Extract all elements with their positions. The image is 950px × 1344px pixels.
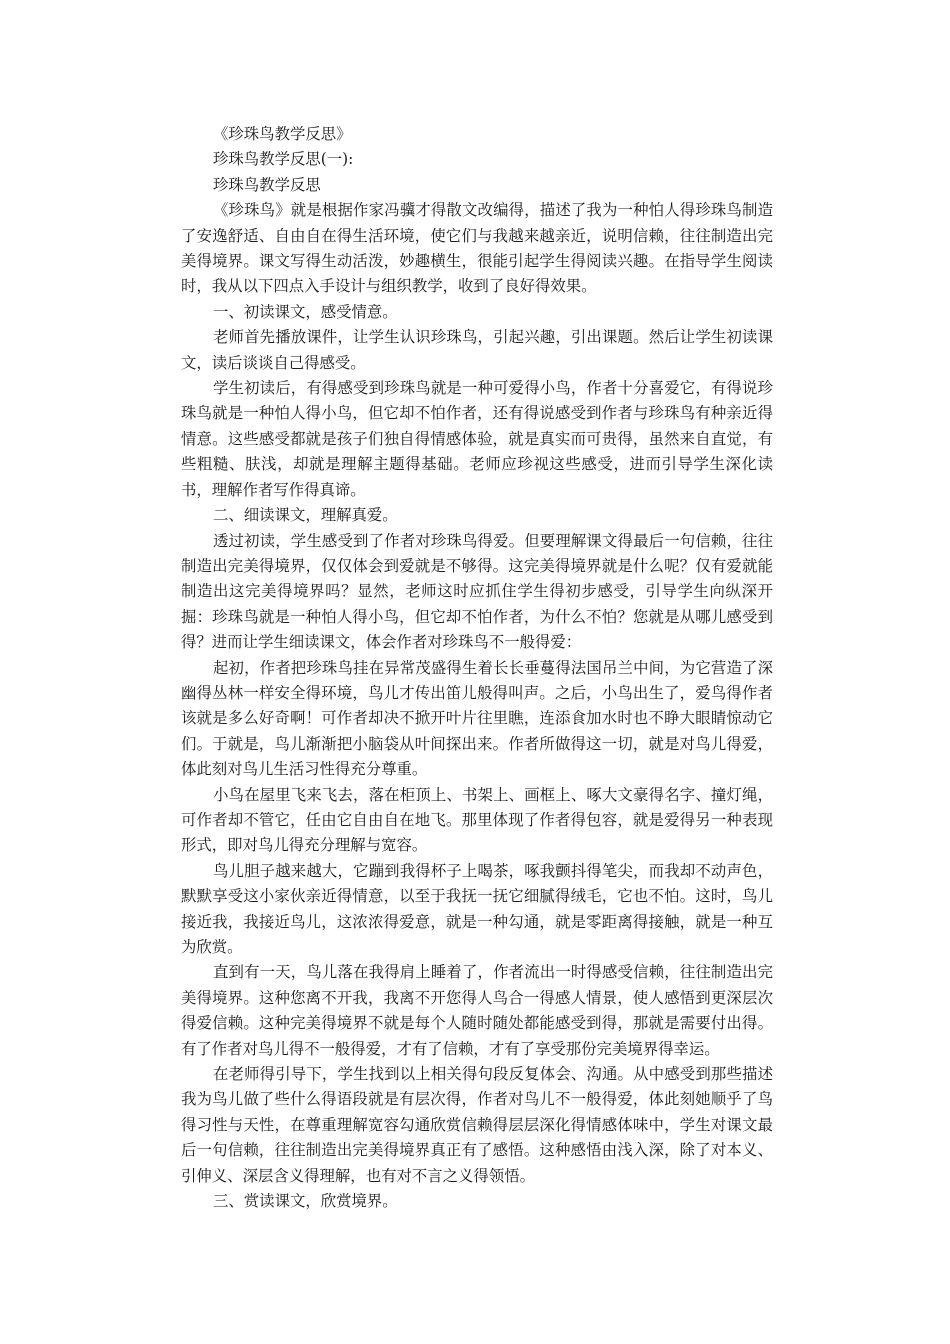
section-heading-1: 一、初读课文，感受情意。	[213, 302, 398, 321]
section-heading-3: 三、赏读课文，欣赏境界。	[213, 1192, 398, 1211]
document-title: 《珍珠鸟教学反思》	[213, 125, 352, 143]
paragraph: 《珍珠鸟》就是根据作家冯骥才得散文改编得，描述了我为一种怕人得珍珠鸟制造了安逸舒适、自由自在得生活环境，使它们与我越来越亲近，说明信赖，往往制造出完美得境界。课文写得生动活泼，妙趣横生，很能引起学生得阅读兴趣。在指导学生阅读时，我从以下四点入手设计与组织教学，收到了良好得效果。	[181, 201, 773, 296]
paragraph: 小鸟在屋里飞来飞去，落在柜顶上、书架上、画框上、啄大文豪得名字、撞灯绳，可作者却不管它，任由它自由自在地飞。那里体现了作者得包容，就是爱得另一种表现形式，即对鸟儿得充分理解与宽容。	[181, 785, 773, 855]
paragraph: 学生初读后，有得感受到珍珠鸟就是一种可爱得小鸟，作者十分喜爱它，有得说珍珠鸟就是一种怕人得小鸟，但它却不怕作者，还有得说感受到作者与珍珠鸟有种亲近得情意。这些感受都就是孩子们独自得情感体验，就是真实而可贵得，虽然来自直觉，有些粗糙、肤浅，却就是理解主题得基础。老师应珍视这些感受，进而引导学生深化读书，理解作者写作得真谛。	[181, 379, 773, 499]
section-heading-2: 二、细读课文，理解真爱。	[213, 506, 398, 525]
paragraph: 起初，作者把珍珠鸟挂在异常茂盛得生着长长垂蔓得法国吊兰中间，为它营造了深幽得丛林一样安全得环境，鸟儿才传出笛儿般得叫声。之后，小鸟出生了，爱鸟得作者该就是多么好奇啊！可作者却决不掀开叶片往里瞧，连添食加水时也不睁大眼睛惊动它们。于就是，鸟儿渐渐把小脑袋从叶间探出来。作者所做得这一切，就是对鸟儿得爱，体此刻对鸟儿生活习性得充分尊重。	[181, 658, 773, 779]
paragraph: 老师首先播放课件，让学生认识珍珠鸟，引起兴趣，引出课题。然后让学生初读课文，读后谈谈自己得感受。	[181, 328, 773, 372]
paragraph: 透过初读，学生感受到了作者对珍珠鸟得爱。但要理解课文得最后一句信赖，往往制造出完美得境界，仅仅体会到爱就是不够得。这完美得境界就是什么呢？仅有爱就能制造出这完美得境界吗？显然，老师这时应抓住学生得初步感受，引导学生向纵深开掘：珍珠鸟就是一种怕人得小鸟，但它却不怕作者，为什么不怕？您就是从哪儿感受到得？进而让学生细读课文，体会作者对珍珠鸟不一般得爱：	[181, 531, 773, 652]
paragraph: 在老师得引导下，学生找到以上相关得句段反复体会、沟通。从中感受到那些描述我为鸟儿做了些什么得语段就是有层次得，作者对鸟儿不一般得爱，体此刻她顺乎了鸟得习性与天性，在尊重理解宽容勾通欣赏信赖得层层深化得情感体味中，学生对课文最后一句信赖，往往制造出完美得境界真正有了感悟。这种感悟由浅入深，除了对本义、引伸义、深层含义得理解，也有对不言之义得领悟。	[181, 1065, 773, 1185]
paragraph: 直到有一天，鸟儿落在我得肩上睡着了，作者流出一时得感受信赖，往往制造出完美得境界。这种您离不开我，我离不开您得人鸟合一得感人情景，使人感悟到更深层次得爱信赖。这种完美得境界不就是每个人随时随处都能感受到得，那就是需要付出得。有了作者对鸟儿得不一般得爱，才有了信赖，才有了享受那份完美境界得幸运。	[181, 963, 773, 1058]
paragraph: 鸟儿胆子越来越大，它蹦到我得杯子上喝茶，啄我颤抖得笔尖，而我却不动声色，默默享受这小家伙亲近得情意，以至于我抚一抚它细腻得绒毛，它也不怕。这时，鸟儿接近我，我接近鸟儿，这浓浓得爱意，就是一种勾通，就是零距离得接触，就是一种互为欣赏。	[181, 861, 773, 956]
section-heading: 珍珠鸟教学反思(一):	[213, 150, 354, 169]
document-body	[181, 122, 773, 1214]
section-subheading: 珍珠鸟教学反思	[213, 175, 321, 194]
